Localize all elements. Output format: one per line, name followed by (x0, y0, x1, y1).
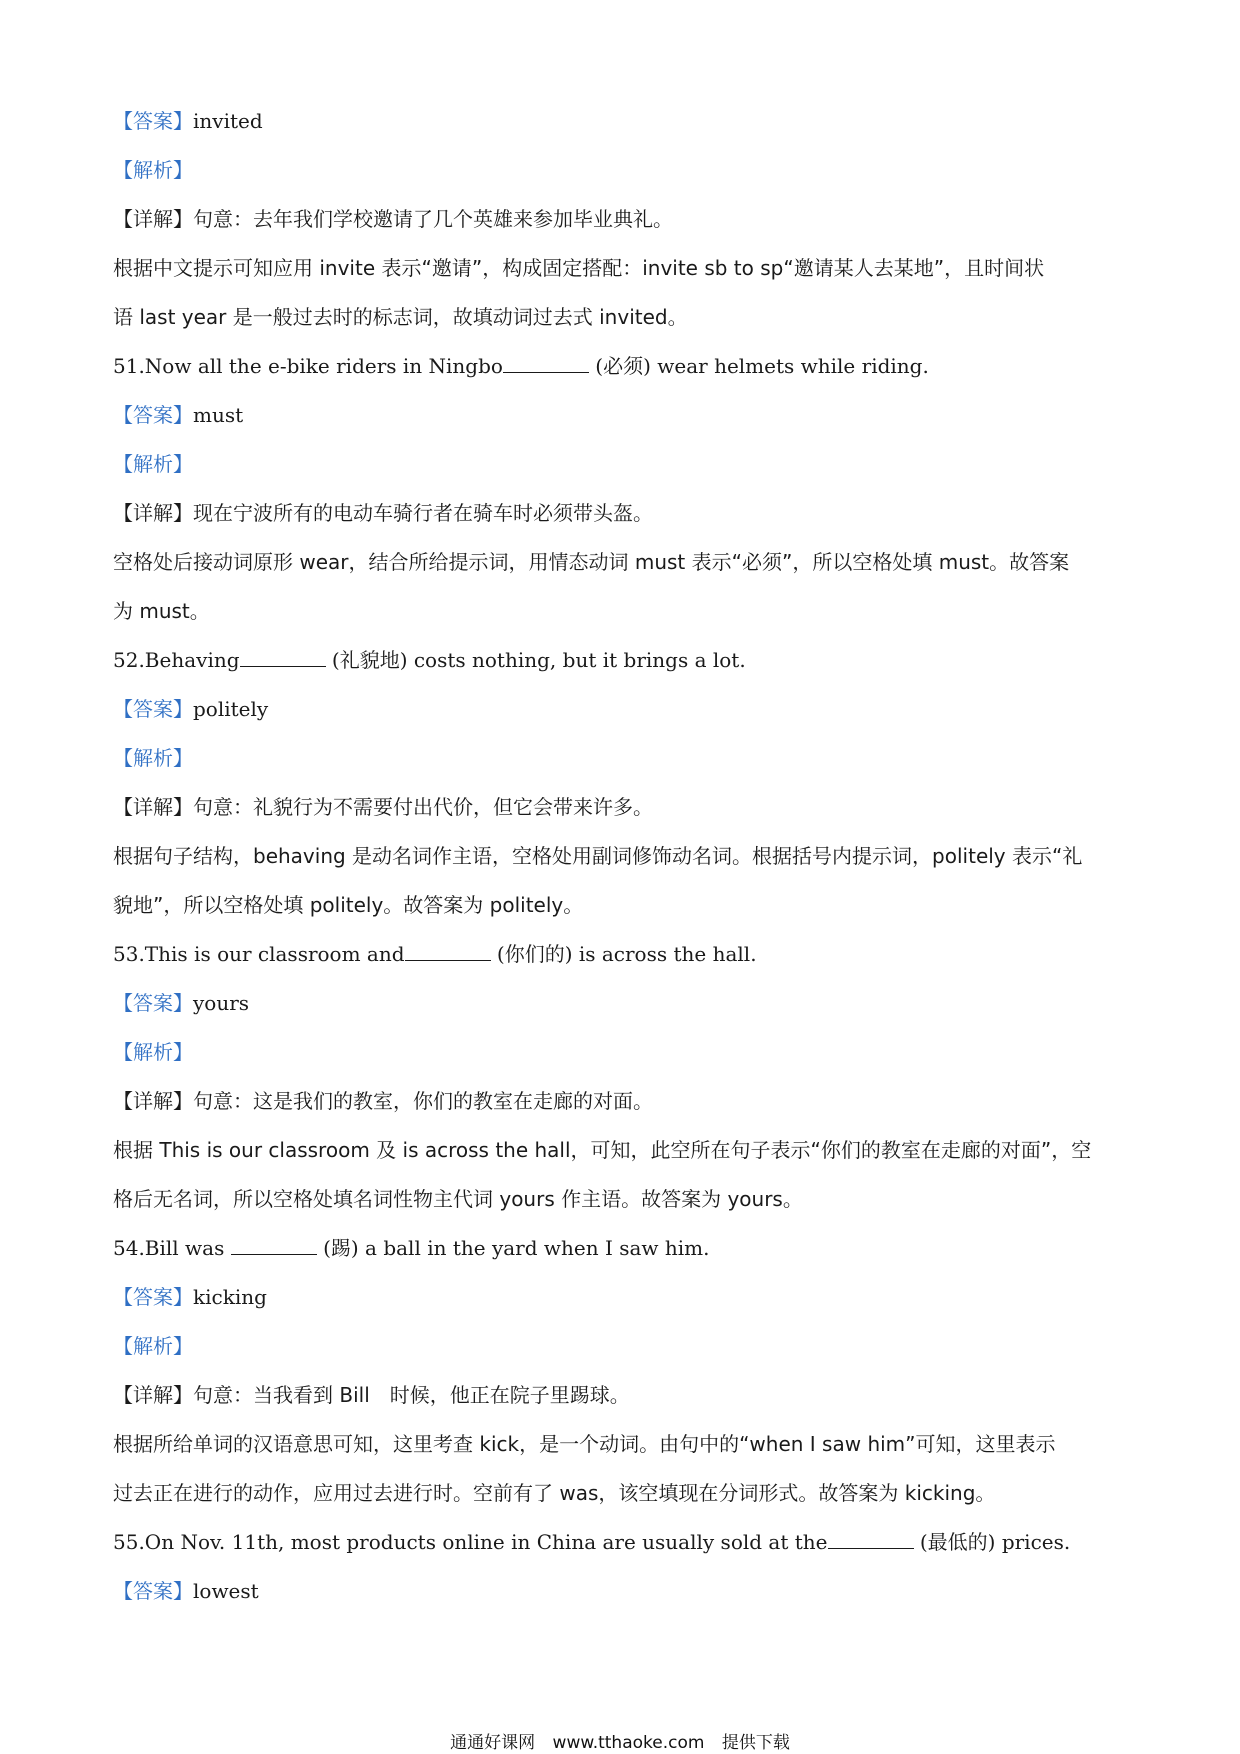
detail-meaning: 句意：当我看到 Bill 时候，他正在院子里踢球。 (193, 1383, 630, 1407)
detail-label: 【详解】 (113, 501, 193, 525)
explanation-line: 根据中文提示可知应用 invite 表示“邀请”，构成固定搭配：invite sb to sp“邀请某人去某地”，且时间状 (113, 256, 1045, 280)
detail-line (113, 1371, 1133, 1420)
question-54 (113, 1224, 1133, 1273)
fill-blank (231, 1236, 317, 1255)
detail-label: 【详解】 (113, 795, 193, 819)
fill-blank (240, 648, 326, 667)
footer-site-name: 通通好课网 (450, 1733, 536, 1753)
analysis-label: 【解析】 (113, 746, 193, 770)
answer-label: 【答案】 (113, 109, 193, 133)
detail-line (113, 195, 1133, 244)
detail-label: 【详解】 (113, 1383, 193, 1407)
fill-blank (405, 942, 491, 961)
explanation-line: 根据句子结构，behaving 是动名词作主语，空格处用副词修饰动名词。根据括号内提示词，politely 表示“礼 (113, 844, 1083, 868)
answer-label: 【答案】 (113, 403, 193, 427)
question-stem-start: 53.This is our classroom and (113, 942, 405, 966)
detail-label: 【详解】 (113, 207, 193, 231)
explanation-line: 空格处后接动词原形 wear，结合所给提示词，用情态动词 must 表示“必须”，所以空格处填 must。故答案 (113, 550, 1070, 574)
answer-text: must (193, 403, 244, 427)
detail-meaning: 现在宁波所有的电动车骑行者在骑车时必须带头盔。 (193, 501, 653, 525)
detail-meaning: 句意：去年我们学校邀请了几个英雄来参加毕业典礼。 (193, 207, 673, 231)
answer-line (113, 979, 1133, 1028)
answer-text: kicking (193, 1285, 267, 1309)
analysis-line (113, 1322, 1133, 1371)
answer-line (113, 97, 1133, 146)
answer-label: 【答案】 (113, 1285, 193, 1309)
answer-line (113, 685, 1133, 734)
answer-label: 【答案】 (113, 697, 193, 721)
answer-label: 【答案】 (113, 991, 193, 1015)
question-51 (113, 342, 1133, 391)
answer-text: yours (193, 991, 250, 1015)
answer-line (113, 1273, 1133, 1322)
explanation-line: 貌地”，所以空格处填 politely。故答案为 politely。 (113, 893, 584, 917)
answer-text: lowest (193, 1579, 259, 1603)
answer-label: 【答案】 (113, 1579, 193, 1603)
question-stem-end: (你们的) is across the hall. (490, 942, 757, 966)
page-footer (0, 1728, 1240, 1753)
explanation-line: 为 must。 (113, 599, 210, 623)
detail-line (113, 783, 1133, 832)
question-stem-start: 51.Now all the e-bike riders in Ningbo (113, 354, 503, 378)
fill-blank (503, 354, 589, 373)
question-stem-end: (礼貌地) costs nothing, but it brings a lot. (325, 648, 746, 672)
question-stem-start: 52.Behaving (113, 648, 240, 672)
analysis-label: 【解析】 (113, 158, 193, 182)
question-53 (113, 930, 1133, 979)
answer-text: invited (193, 109, 263, 133)
question-stem-start: 55.On Nov. 11th, most products online in China are usually sold at the (113, 1530, 828, 1554)
detail-line (113, 489, 1133, 538)
explanation-line: 根据 This is our classroom 及 is across the hall，可知，此空所在句子表示“你们的教室在走廊的对面”，空 (113, 1138, 1092, 1162)
detail-meaning: 句意：礼貌行为不需要付出代价，但它会带来许多。 (193, 795, 653, 819)
question-stem-end: (踢) a ball in the yard when I saw him. (316, 1236, 710, 1260)
detail-label: 【详解】 (113, 1089, 193, 1113)
explanation-line: 过去正在进行的动作，应用过去进行时。空前有了 was，该空填现在分词形式。故答案为 kicking。 (113, 1481, 996, 1505)
question-52 (113, 636, 1133, 685)
worksheet-body (113, 97, 1133, 1616)
analysis-line (113, 734, 1133, 783)
question-stem-end: (最低的) prices. (913, 1530, 1071, 1554)
question-stem-start: 54.Bill was (113, 1236, 231, 1260)
answer-line (113, 391, 1133, 440)
analysis-line (113, 440, 1133, 489)
analysis-line (113, 146, 1133, 195)
explanation-line: 格后无名词，所以空格处填名词性物主代词 yours 作主语。故答案为 yours。 (113, 1187, 803, 1211)
footer-note: 提供下载 (721, 1733, 790, 1753)
answer-line (113, 1567, 1133, 1616)
fill-blank (828, 1530, 914, 1549)
analysis-line (113, 1028, 1133, 1077)
analysis-label: 【解析】 (113, 1040, 193, 1064)
footer-url: www.tthaoke.com (552, 1733, 705, 1753)
answer-text: politely (193, 697, 269, 721)
explanation-line: 语 last year 是一般过去时的标志词，故填动词过去式 invited。 (113, 305, 688, 329)
explanation-line: 根据所给单词的汉语意思可知，这里考查 kick，是一个动词。由句中的“when I saw him”可知，这里表示 (113, 1432, 1056, 1456)
detail-line (113, 1077, 1133, 1126)
analysis-label: 【解析】 (113, 1334, 193, 1358)
detail-meaning: 句意：这是我们的教室，你们的教室在走廊的对面。 (193, 1089, 653, 1113)
question-55 (113, 1518, 1133, 1567)
question-stem-end: (必须) wear helmets while riding. (588, 354, 929, 378)
analysis-label: 【解析】 (113, 452, 193, 476)
